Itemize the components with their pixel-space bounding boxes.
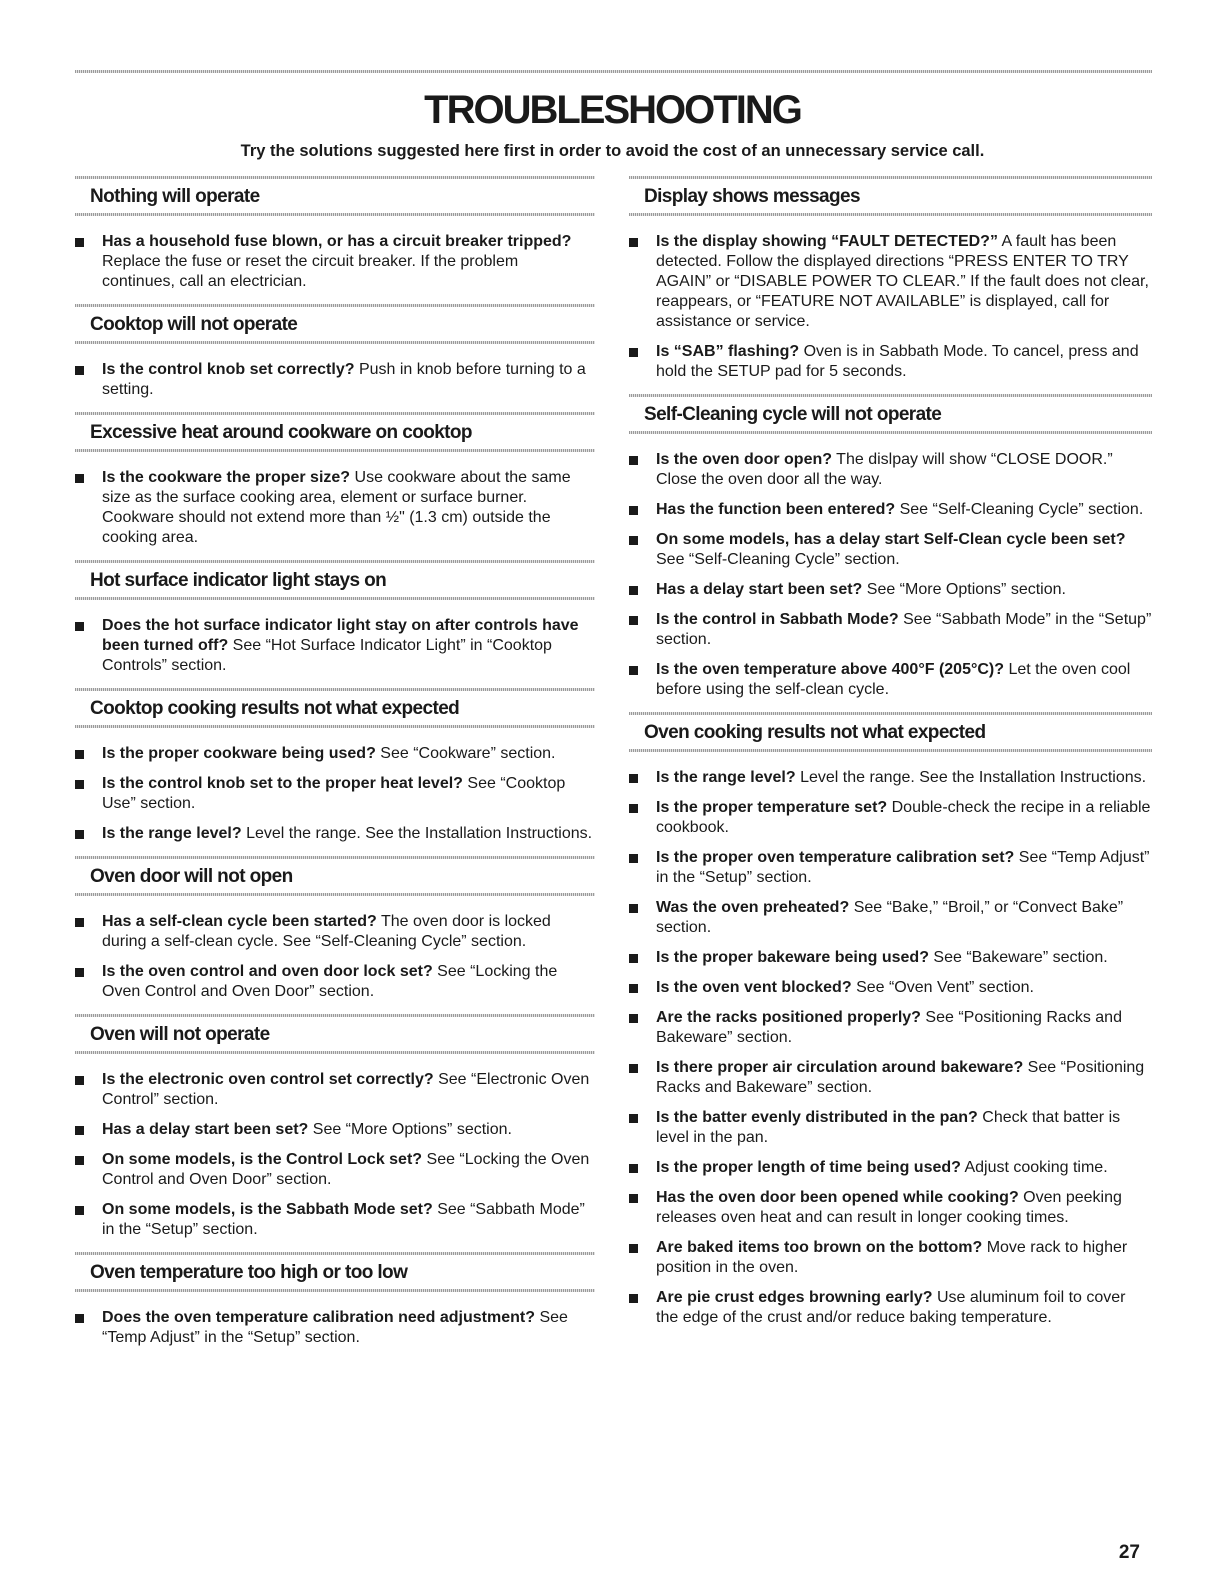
question-item [75,824,595,844]
section-rule [629,749,1152,752]
square-bullet-icon [629,536,638,545]
question-list [75,232,595,292]
question-text: Has a household fuse blown, or has a circuit breaker tripped? [102,233,572,250]
square-bullet-icon [75,1206,84,1215]
question-text: Is the control knob set to the proper heat level? [102,775,463,792]
question-text: Is the range level? [102,825,242,842]
question-item [629,1238,1152,1278]
question-item [629,580,1152,600]
question-text: Is the display showing “FAULT DETECTED?” [656,233,998,250]
square-bullet-icon [629,348,638,357]
answer-text: See “Self-Cleaning Cycle” section. [899,501,1144,518]
question-list [75,1070,595,1240]
question-text: Is the oven vent blocked? [656,979,852,996]
section-title: Cooktop will not operate [90,314,298,335]
answer-text: Oven peeking releases oven heat and can result in longer cooking times. [656,1189,1122,1226]
troubleshooting-section [75,412,595,548]
question-text: Is the control knob set correctly? [102,361,355,378]
question-list [629,232,1152,382]
section-title: Oven cooking results not what expected [644,722,986,743]
section-rule [629,431,1152,434]
question-item [629,1158,1152,1178]
section-title: Self-Cleaning cycle will not operate [644,404,942,425]
section-rule [75,213,595,216]
section-title: Display shows messages [644,186,860,207]
square-bullet-icon [75,1156,84,1165]
question-item [75,744,595,764]
question-text: On some models, is the Control Lock set? [102,1151,423,1168]
question-list [75,912,595,1002]
question-item [629,948,1152,968]
section-rule [75,725,595,728]
section-title: Cooktop cooking results not what expected [90,698,460,719]
square-bullet-icon [75,1126,84,1135]
answer-text: See “Bake,” “Broil,” or “Convect Bake” section. [656,899,1124,936]
answer-text: See “Locking the Oven Control and Oven Door” section. [102,1151,590,1188]
question-list [629,768,1152,1328]
question-item [629,1288,1152,1328]
question-text: On some models, is the Sabbath Mode set? [102,1201,433,1218]
square-bullet-icon [629,954,638,963]
square-bullet-icon [75,474,84,483]
question-item [629,610,1152,650]
question-item [629,1008,1152,1048]
troubleshooting-section [629,394,1152,700]
troubleshooting-section [75,304,595,400]
answer-text: Double-check the recipe in a reliable cookbook. [656,799,1151,836]
question-text: Is the control in Sabbath Mode? [656,611,899,628]
square-bullet-icon [629,586,638,595]
question-item [75,1120,595,1140]
question-text: Is the cookware the proper size? [102,469,351,486]
answer-text: See “Sabbath Mode” in the “Setup” section. [656,611,1152,648]
square-bullet-icon [629,804,638,813]
square-bullet-icon [629,506,638,515]
question-item [75,962,595,1002]
answer-text: See “Cooktop Use” section. [102,775,566,812]
question-list [75,360,595,400]
question-text: Has the oven door been opened while cooking? [656,1189,1019,1206]
answer-text: The oven door is locked during a self-clean cycle. See “Self-Cleaning Cycle” section. [102,913,551,950]
answer-text: Adjust cooking time. [964,1159,1108,1176]
answer-text: See “Bakeware” section. [933,949,1108,966]
square-bullet-icon [629,984,638,993]
square-bullet-icon [75,968,84,977]
question-item [75,1200,595,1240]
troubleshooting-section [75,176,595,292]
square-bullet-icon [75,622,84,631]
section-title: Excessive heat around cookware on cooktop [90,422,472,443]
square-bullet-icon [629,1064,638,1073]
question-item [75,774,595,814]
question-item [629,232,1152,332]
question-text: Are baked items too brown on the bottom? [656,1239,983,1256]
question-list [75,1308,595,1348]
square-bullet-icon [629,854,638,863]
section-rule [75,893,595,896]
troubleshooting-section [629,712,1152,1328]
answer-text: Level the range. See the Installation Instructions. [800,769,1147,786]
answer-text: The dislpay will show “CLOSE DOOR.” Close the oven door all the way. [656,451,1113,488]
top-rule [75,70,1152,73]
answer-text: See “Locking the Oven Control and Oven Door” section. [102,963,558,1000]
answer-text: See “Positioning Racks and Bakeware” section. [656,1009,1122,1046]
question-text: Is “SAB” flashing? [656,343,800,360]
question-text: Has a delay start been set? [656,581,863,598]
question-text: On some models, has a delay start Self-Clean cycle been set? [656,531,1126,548]
troubleshooting-section [629,176,1152,382]
answer-text: See “Electronic Oven Control” section. [102,1071,590,1108]
question-item [629,530,1152,570]
square-bullet-icon [75,830,84,839]
question-item [75,360,595,400]
square-bullet-icon [629,1114,638,1123]
question-text: Is the proper length of time being used? [656,1159,961,1176]
question-list [629,450,1152,700]
question-text: Is the electronic oven control set correctly? [102,1071,434,1088]
square-bullet-icon [75,750,84,759]
right-column [629,176,1152,1340]
answer-text: See “Sabbath Mode” in the “Setup” section. [102,1201,585,1238]
question-text: Is the range level? [656,769,796,786]
question-item [629,660,1152,700]
section-rule [75,597,595,600]
question-text: Does the oven temperature calibration need adjustment? [102,1309,535,1326]
square-bullet-icon [629,1244,638,1253]
section-title: Hot surface indicator light stays on [90,570,387,591]
question-item [75,1308,595,1348]
answer-text: Use cookware about the same size as the surface cooking area, element or surface burner. Cookware should not extend more than ½" (1.3 cm) outside the cooking area. [102,469,571,546]
question-item [75,1150,595,1190]
square-bullet-icon [629,774,638,783]
question-text: Is the proper temperature set? [656,799,888,816]
question-item [629,1058,1152,1098]
section-rule [75,341,595,344]
answer-text: See “Hot Surface Indicator Light” in “Cooktop Controls” section. [102,637,552,674]
answer-text: Push in knob before turning to a setting. [102,361,586,398]
answer-text: See “Positioning Racks and Bakeware” section. [656,1059,1145,1096]
question-text: Is the batter evenly distributed in the pan? [656,1109,978,1126]
question-item [629,768,1152,788]
troubleshooting-section [75,856,595,1002]
question-item [629,1108,1152,1148]
section-title: Nothing will operate [90,186,260,207]
answer-text: A fault has been detected. Follow the displayed directions “PRESS ENTER TO TRY AGAIN” or “DISABLE POWER TO CLEAR.” If the fault does not clear, reappears, or “FEATURE NOT AVAILABLE” is displayed, call for assistance or service. [656,233,1149,330]
answer-text: Check that batter is level in the pan. [656,1109,1121,1146]
troubleshooting-section [75,560,595,676]
question-item [75,468,595,548]
question-text: Does the hot surface indicator light stay on after controls have been turned off? [102,617,579,654]
answer-text: Use aluminum foil to cover the edge of the crust and/or reduce baking temperature. [656,1289,1126,1326]
answer-text: See “Oven Vent” section. [856,979,1034,996]
question-item [75,232,595,292]
square-bullet-icon [629,904,638,913]
question-text: Has a delay start been set? [102,1121,309,1138]
section-rule [75,1289,595,1292]
question-text: Is the oven temperature above 400°F (205°C)? [656,661,1005,678]
question-text: Is the proper bakeware being used? [656,949,929,966]
square-bullet-icon [75,366,84,375]
square-bullet-icon [75,780,84,789]
question-list [75,744,595,844]
question-text: Was the oven preheated? [656,899,850,916]
question-text: Is there proper air circulation around bakeware? [656,1059,1024,1076]
square-bullet-icon [629,238,638,247]
question-text: Are pie crust edges browning early? [656,1289,933,1306]
answer-text: Replace the fuse or reset the circuit breaker. If the problem continues, call an electrician. [102,253,519,290]
answer-text: Oven is in Sabbath Mode. To cancel, press and hold the SETUP pad for 5 seconds. [656,343,1139,380]
question-item [629,978,1152,998]
question-text: Is the oven control and oven door lock set? [102,963,433,980]
question-list [75,468,595,548]
answer-text: See “Temp Adjust” in the “Setup” section. [656,849,1150,886]
troubleshooting-section [75,1014,595,1240]
question-item [75,616,595,676]
square-bullet-icon [629,616,638,625]
section-rule [75,449,595,452]
answer-text: See “Self-Cleaning Cycle” section. [656,551,900,568]
question-item [629,450,1152,490]
section-title: Oven door will not open [90,866,293,887]
question-text: Has the function been entered? [656,501,896,518]
answer-text: Move rack to higher position in the oven. [656,1239,1128,1276]
answer-text: See “More Options” section. [312,1121,512,1138]
question-item [629,342,1152,382]
square-bullet-icon [629,1164,638,1173]
page-subtitle: Try the solutions suggested here first in order to avoid the cost of an unnecessary service call. [240,142,985,160]
question-item [75,912,595,952]
square-bullet-icon [75,1076,84,1085]
left-column [75,176,595,1360]
section-rule [75,1051,595,1054]
square-bullet-icon [629,1014,638,1023]
page-number: 27 [1118,1542,1140,1563]
section-title: Oven temperature too high or too low [90,1262,408,1283]
square-bullet-icon [629,1294,638,1303]
question-item [629,898,1152,938]
question-text: Is the proper cookware being used? [102,745,376,762]
answer-text: See “Cookware” section. [380,745,556,762]
square-bullet-icon [75,1314,84,1323]
square-bullet-icon [75,238,84,247]
question-text: Is the oven door open? [656,451,833,468]
section-title: Oven will not operate [90,1024,270,1045]
question-item [75,1070,595,1110]
question-list [75,616,595,676]
answer-text: Level the range. See the Installation Instructions. [246,825,593,842]
page-title: TROUBLESHOOTING [424,88,801,132]
square-bullet-icon [629,666,638,675]
troubleshooting-section [75,688,595,844]
square-bullet-icon [629,1194,638,1203]
question-text: Is the proper oven temperature calibration set? [656,849,1015,866]
answer-text: See “More Options” section. [866,581,1066,598]
answer-text: Let the oven cool before using the self-clean cycle. [656,661,1131,698]
question-item [629,1188,1152,1228]
section-rule [629,213,1152,216]
square-bullet-icon [629,456,638,465]
question-text: Has a self-clean cycle been started? [102,913,377,930]
square-bullet-icon [75,918,84,927]
troubleshooting-section [75,1252,595,1348]
question-item [629,848,1152,888]
question-text: Are the racks positioned properly? [656,1009,921,1026]
question-item [629,500,1152,520]
answer-text: See “Temp Adjust” in the “Setup” section. [102,1309,568,1346]
question-item [629,798,1152,838]
